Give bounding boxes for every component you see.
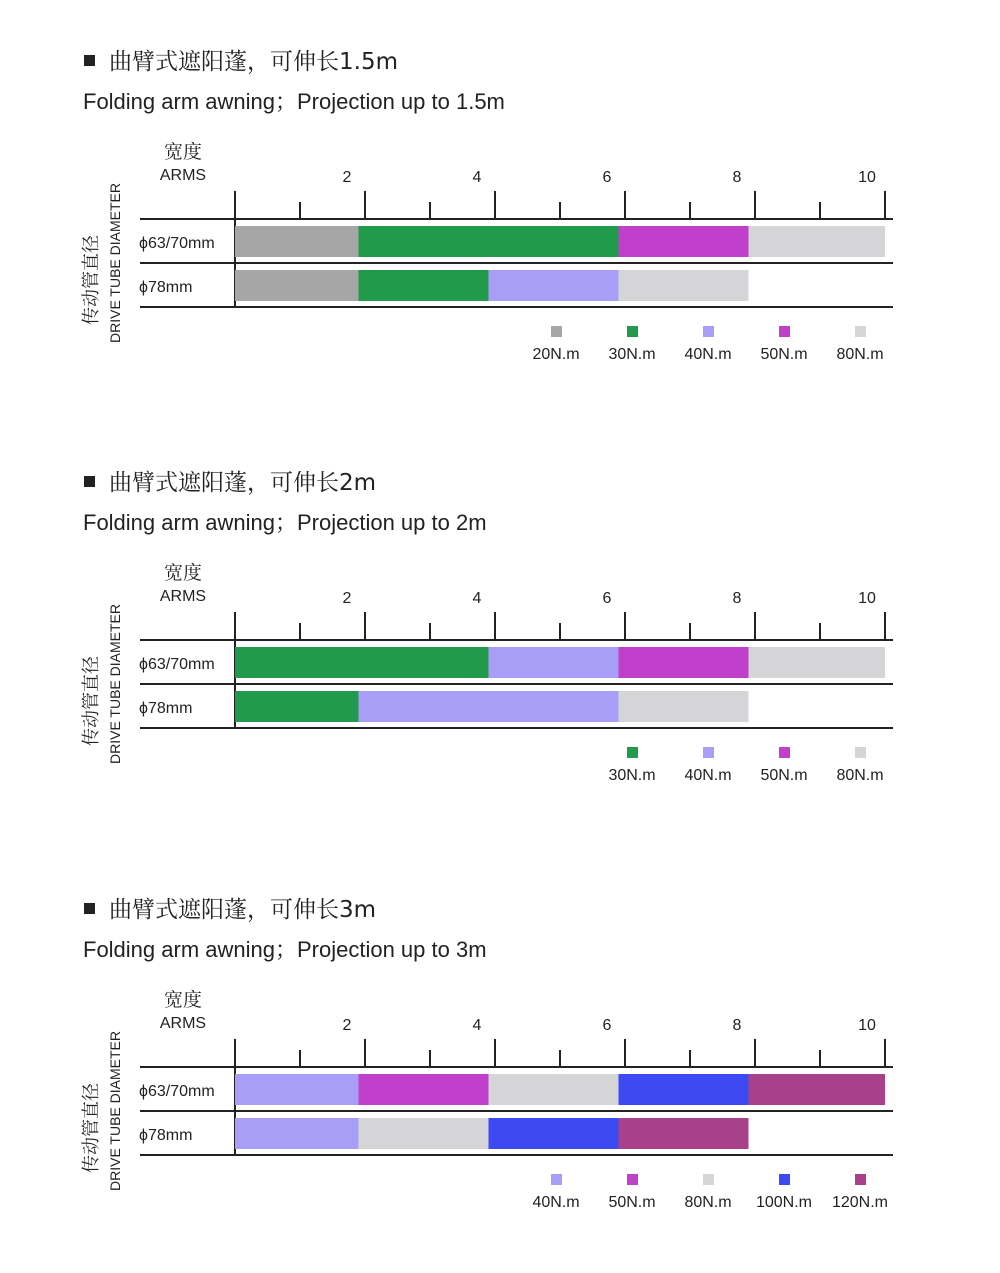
axis-label-cn: 宽度 <box>163 990 203 1011</box>
bar-segment-80N.m <box>749 226 886 257</box>
legend-swatch <box>855 747 866 758</box>
bar-segment-40N.m <box>489 270 619 301</box>
axis-label-cn: 宽度 <box>163 563 203 584</box>
bar-segment-80N.m <box>749 647 886 678</box>
torque-chart <box>0 436 1000 846</box>
chart-section-2 <box>0 436 1000 846</box>
row-label: ϕ78mm <box>139 1127 193 1144</box>
torque-chart <box>0 15 1000 425</box>
tick-label: 8 <box>732 590 742 607</box>
tick-label: 4 <box>472 169 482 186</box>
legend-label: 30N.m <box>608 767 656 784</box>
title-cn-text: 曲臂式遮阳蓬，可伸长2m <box>109 470 377 496</box>
legend-label: 120N.m <box>831 1194 889 1211</box>
tick-label: 6 <box>602 169 612 186</box>
axis-label-en: ARMS <box>159 1015 207 1032</box>
bar-segment-100N.m <box>489 1118 619 1149</box>
bar-segment-20N.m <box>235 226 359 257</box>
axis-label-cn: 宽度 <box>163 142 203 163</box>
tick-label: 8 <box>732 1017 742 1034</box>
chart-section-1 <box>0 15 1000 425</box>
legend-label: 40N.m <box>684 346 732 363</box>
tick-label: 6 <box>602 1017 612 1034</box>
title-cn-text: 曲臂式遮阳蓬，可伸长1.5m <box>109 49 398 75</box>
bar-segment-30N.m <box>359 226 619 257</box>
bar-segment-40N.m <box>359 691 619 722</box>
row-label: ϕ78mm <box>139 700 193 717</box>
legend-swatch <box>703 1174 714 1185</box>
bar-segment-40N.m <box>235 1118 359 1149</box>
tick-label: 4 <box>472 1017 482 1034</box>
bar-segment-80N.m <box>619 691 749 722</box>
legend-swatch <box>779 747 790 758</box>
legend-label: 80N.m <box>836 346 884 363</box>
legend-swatch <box>627 326 638 337</box>
section-title-en: Folding arm awning；Projection up to 1.5m <box>83 89 505 114</box>
legend-swatch <box>703 326 714 337</box>
row-label: ϕ63/70mm <box>139 235 215 252</box>
bar-segment-30N.m <box>235 691 359 722</box>
bar-segment-40N.m <box>489 647 619 678</box>
legend-swatch <box>855 326 866 337</box>
title-cn-text: 曲臂式遮阳蓬，可伸长3m <box>109 897 377 923</box>
torque-chart <box>0 863 1000 1273</box>
tick-label: 8 <box>732 169 742 186</box>
axis-label-en: ARMS <box>159 167 207 184</box>
bar-segment-120N.m <box>749 1074 886 1105</box>
bar-segment-120N.m <box>619 1118 749 1149</box>
bar-segment-30N.m <box>235 647 489 678</box>
legend-swatch <box>779 326 790 337</box>
legend-label: 50N.m <box>760 767 808 784</box>
tick-label: 10 <box>858 590 876 607</box>
y-axis-label-en: DRIVE TUBE DIAMETER <box>107 183 123 343</box>
legend-label: 30N.m <box>608 346 656 363</box>
row-label: ϕ78mm <box>139 279 193 296</box>
legend-label: 50N.m <box>608 1194 656 1211</box>
row-label: ϕ63/70mm <box>139 1083 215 1100</box>
tick-label: 4 <box>472 590 482 607</box>
legend-swatch <box>551 1174 562 1185</box>
axis-label-en: ARMS <box>159 588 207 605</box>
bar-segment-50N.m <box>359 1074 489 1105</box>
chart-section-3 <box>0 863 1000 1273</box>
bar-segment-80N.m <box>619 270 749 301</box>
tick-label: 2 <box>342 590 352 607</box>
tick-label: 2 <box>342 169 352 186</box>
y-axis-label-cn: 传动管直径 <box>81 656 101 746</box>
legend-swatch <box>855 1174 866 1185</box>
tick-label: 10 <box>858 169 876 186</box>
bar-segment-50N.m <box>619 226 749 257</box>
row-label: ϕ63/70mm <box>139 656 215 673</box>
legend-swatch <box>703 747 714 758</box>
legend-swatch <box>627 747 638 758</box>
y-axis-label-en: DRIVE TUBE DIAMETER <box>107 604 123 764</box>
tick-label: 6 <box>602 590 612 607</box>
tick-label: 2 <box>342 1017 352 1034</box>
legend-swatch <box>551 326 562 337</box>
legend-swatch <box>779 1174 790 1185</box>
y-axis-label-cn: 传动管直径 <box>81 1083 101 1173</box>
legend-label: 40N.m <box>532 1194 580 1211</box>
tick-label: 10 <box>858 1017 876 1034</box>
bar-segment-50N.m <box>619 647 749 678</box>
bar-segment-100N.m <box>619 1074 749 1105</box>
legend-label: 80N.m <box>684 1194 732 1211</box>
legend-label: 50N.m <box>760 346 808 363</box>
legend-label: 100N.m <box>755 1194 813 1211</box>
legend-label: 20N.m <box>532 346 580 363</box>
y-axis-label-cn: 传动管直径 <box>81 235 101 325</box>
section-title-en: Folding arm awning；Projection up to 2m <box>83 510 487 535</box>
bar-segment-30N.m <box>359 270 489 301</box>
legend-label: 80N.m <box>836 767 884 784</box>
bar-segment-80N.m <box>489 1074 619 1105</box>
y-axis-label-en: DRIVE TUBE DIAMETER <box>107 1031 123 1191</box>
section-title-en: Folding arm awning；Projection up to 3m <box>83 937 487 962</box>
bar-segment-40N.m <box>235 1074 359 1105</box>
legend-label: 40N.m <box>684 767 732 784</box>
bar-segment-20N.m <box>235 270 359 301</box>
bar-segment-80N.m <box>359 1118 489 1149</box>
legend-swatch <box>627 1174 638 1185</box>
